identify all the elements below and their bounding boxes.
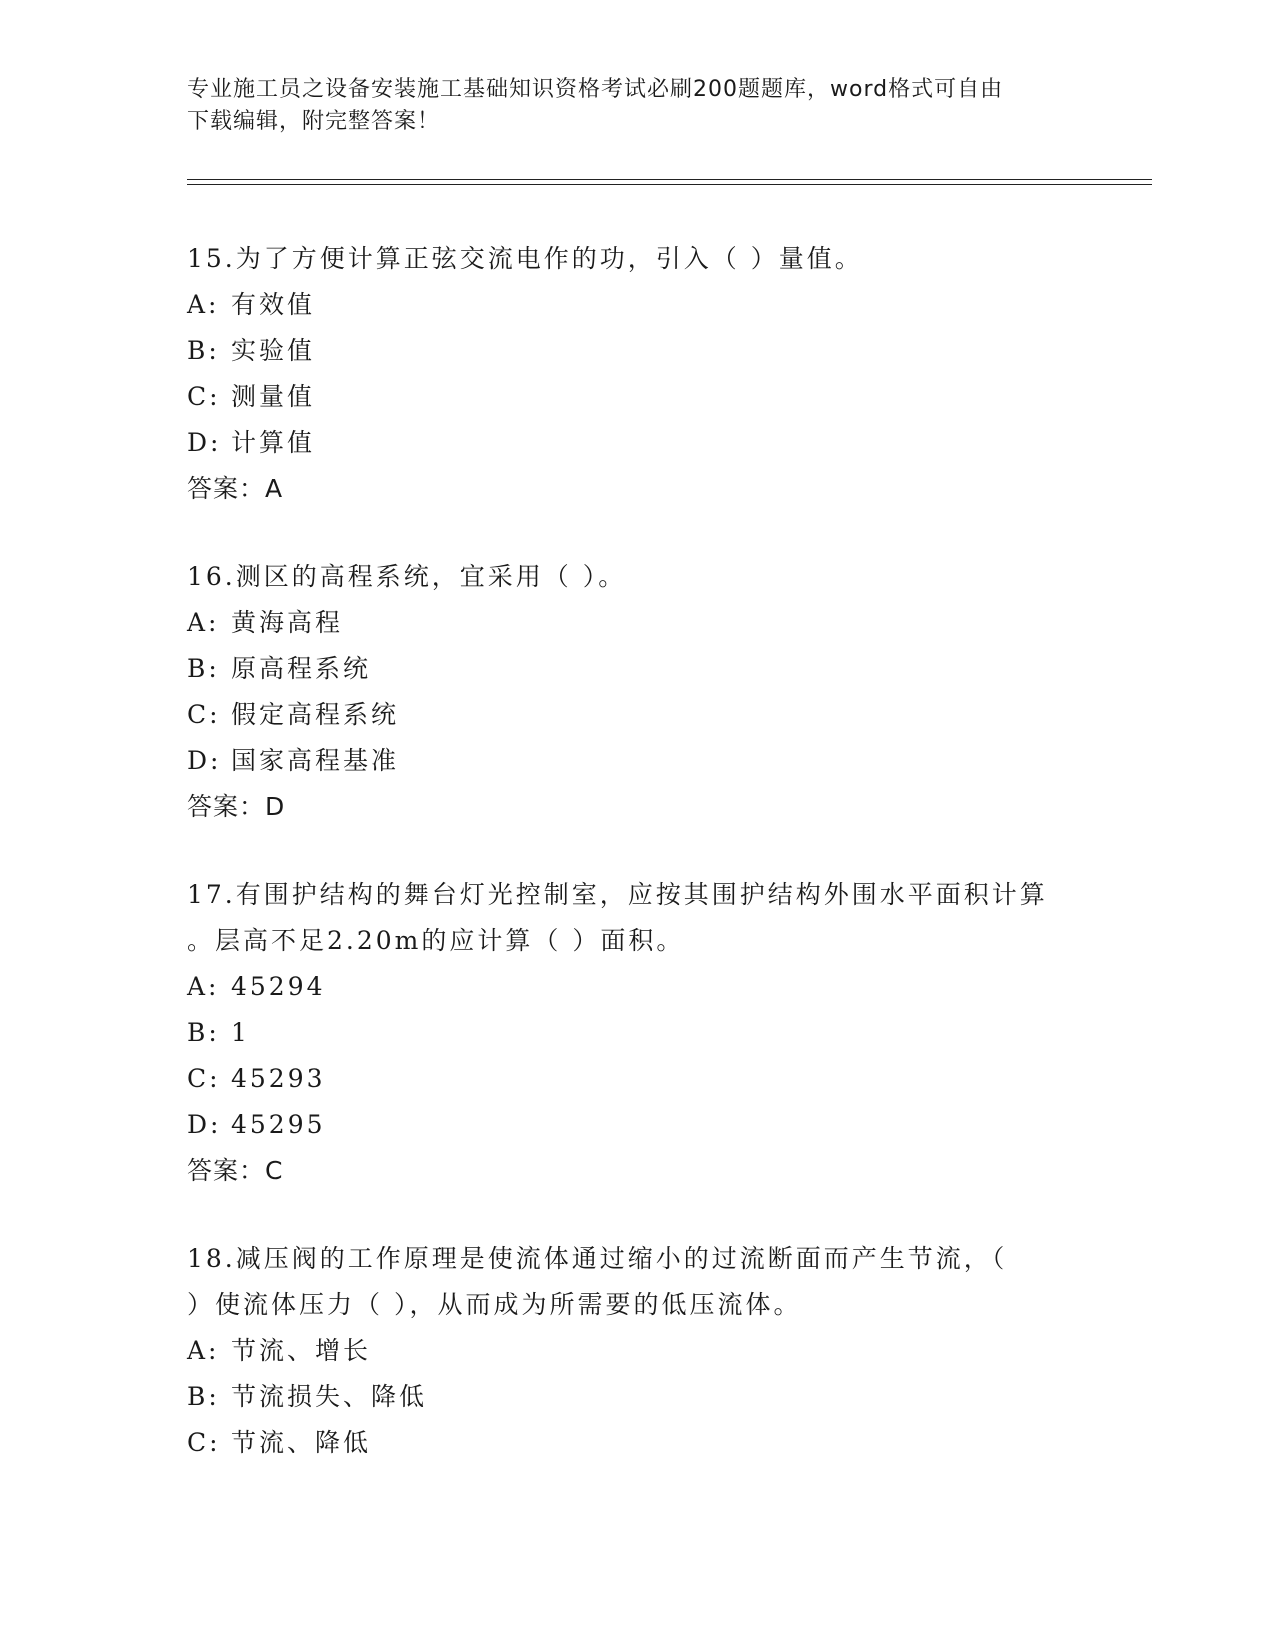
question-stem: 18.减压阀的工作原理是使流体通过缩小的过流断面而产生节流，（ [187,1244,1008,1273]
option-c [187,1420,1087,1466]
header-title-line-1: 专业施工员之设备安装施工基础知识资格考试必刷200题题库，word格式可自由 [187,77,1004,102]
option-a [187,282,1087,328]
question-16 [187,554,1087,830]
option-text: 45294 [231,972,326,1001]
option-key: B: [187,1018,220,1047]
question-stem-continued: ）使流体压力（ ），从而成为所需要的低压流体。 [187,1290,802,1319]
option-key: C: [187,700,221,729]
answer-line: 答案：A [187,474,284,503]
option-key: A: [187,290,220,319]
option-key: C: [187,1064,221,1093]
option-text: 黄海高程 [231,608,344,637]
option-b [187,328,1087,374]
option-d [187,738,1087,784]
question-15 [187,236,1087,512]
option-key: A: [187,1336,220,1365]
option-d [187,1102,1087,1148]
option-c [187,692,1087,738]
option-text: 节流损失、降低 [231,1382,428,1411]
question-stem: 17.有围护结构的舞台灯光控制室，应按其围护结构外围水平面积计算 [187,880,1048,909]
option-text: 实验值 [231,336,316,365]
header-title-line-2: 下载编辑，附完整答案！ [187,109,441,134]
option-key: C: [187,382,221,411]
option-key: A: [187,608,220,637]
question-17 [187,872,1087,1194]
option-key: B: [187,654,220,683]
option-text: 有效值 [231,290,316,319]
option-b [187,1374,1087,1420]
option-text: 国家高程基准 [231,746,400,775]
option-d [187,420,1087,466]
option-a [187,600,1087,646]
option-text: 计算值 [231,428,316,457]
answer-line: 答案：C [187,1156,284,1185]
option-key: A: [187,972,220,1001]
option-key: D: [187,428,222,457]
option-c [187,1056,1087,1102]
question-stem-continued: 。层高不足2.20m的应计算（ ）面积。 [187,926,685,955]
option-text: 45293 [231,1064,326,1093]
option-text: 1 [231,1018,250,1047]
option-key: B: [187,1382,220,1411]
option-key: C: [187,1428,221,1457]
document-header [187,74,1067,138]
question-stem: 16.测区的高程系统，宜采用（ ）。 [187,562,627,591]
option-key: D: [187,746,222,775]
header-divider-top [187,179,1152,180]
option-text: 测量值 [231,382,316,411]
option-text: 原高程系统 [231,654,372,683]
option-a [187,1328,1087,1374]
option-text: 节流、增长 [231,1336,372,1365]
answer-line: 答案：D [187,792,286,821]
option-a [187,964,1087,1010]
option-text: 节流、降低 [231,1428,372,1457]
option-text: 45295 [231,1110,326,1139]
question-stem: 15.为了方便计算正弦交流电作的功，引入（ ）量值。 [187,244,863,273]
question-list [187,236,1087,1508]
question-18 [187,1236,1087,1466]
option-b [187,1010,1087,1056]
option-key: D: [187,1110,222,1139]
option-key: B: [187,336,220,365]
option-text: 假定高程系统 [231,700,400,729]
option-b [187,646,1087,692]
header-divider-bottom [187,184,1152,185]
option-c [187,374,1087,420]
